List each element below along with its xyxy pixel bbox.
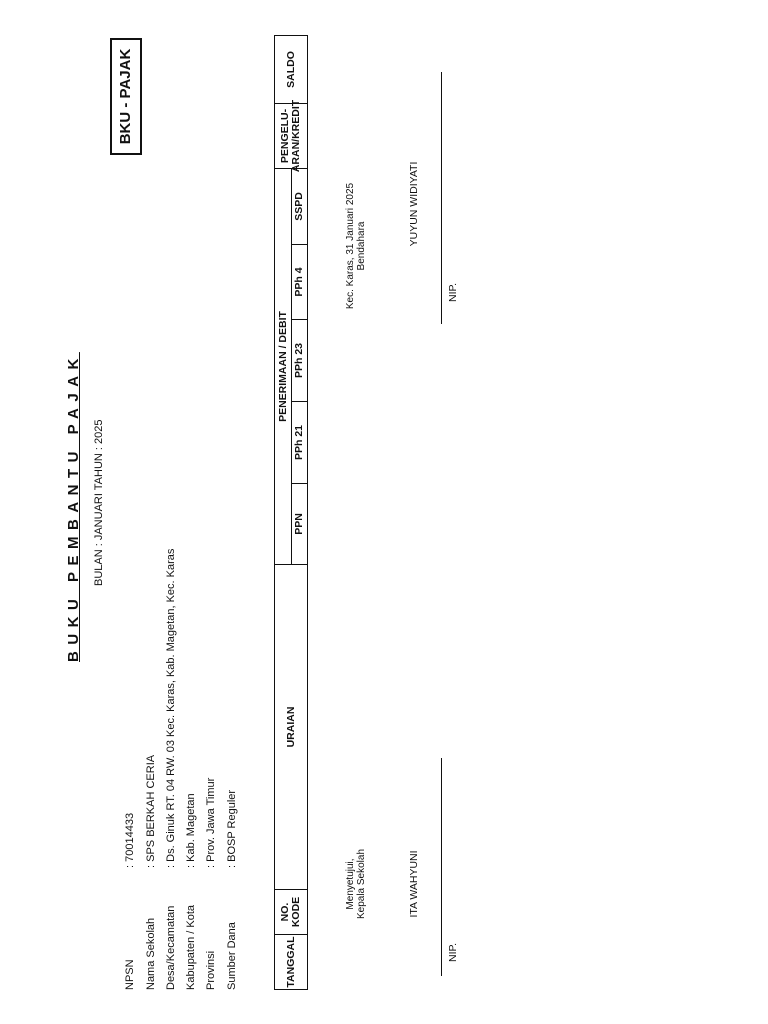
signature-treasurer: [345, 116, 367, 376]
signature-principal-line: [441, 758, 442, 976]
signature-principal-line2: Kepala Sekolah: [356, 848, 367, 920]
info-row-regency: [185, 90, 199, 990]
info-value: : Kab. Magetan: [185, 793, 197, 868]
header-pph21: PPh 21: [291, 401, 308, 484]
header-ppn: PPN: [291, 483, 308, 565]
signature-treasurer-nip: NIP.: [447, 282, 459, 302]
info-row-npsn: [124, 90, 138, 990]
info-label: Kabupaten / Kota: [185, 904, 197, 990]
header-pengeluaran: [274, 99, 308, 173]
header-penerimaan: PENERIMAAN / DEBIT: [274, 168, 292, 565]
signature-principal: [345, 784, 367, 984]
info-value: : SPS BERKAH CERIA: [145, 754, 157, 868]
info-row-province: [205, 90, 219, 990]
info-row-fund-source: [226, 90, 240, 990]
info-value: : BOSP Reguler: [226, 789, 238, 868]
header-saldo: SALDO: [274, 35, 308, 104]
header-pengeluaran-line2: ARAN/KREDIT: [290, 99, 302, 173]
signature-principal-nip: NIP.: [447, 942, 459, 962]
signature-treasurer-name: YUYUN WIDIYATI: [408, 161, 420, 247]
header-sspd: SSPD: [291, 168, 308, 245]
header-pph23: PPh 23: [291, 319, 308, 402]
document-title: BUKU PEMBANTU PAJAK: [65, 352, 82, 662]
info-label: Nama Sekolah: [145, 917, 157, 990]
info-label: Provinsi: [205, 950, 217, 990]
signature-treasurer-line1: Kec. Karas, 31 Januari 2025: [345, 182, 356, 310]
document-badge: BKU - PAJAK: [110, 38, 142, 155]
signature-treasurer-line: [441, 72, 442, 324]
info-label: NPSN: [124, 959, 136, 990]
signature-principal-name: ITA WAHYUNI: [408, 850, 420, 918]
header-uraian: URAIAN: [274, 564, 308, 890]
document-period: BULAN : JANUARI TAHUN : 2025: [93, 419, 105, 586]
info-row-village: [165, 90, 179, 990]
info-value: : Ds. Ginuk RT. 04 RW. 03 Kec. Karas, Kab. Magetan, Kec. Karas: [165, 548, 177, 868]
signature-treasurer-line2: Bendahara: [356, 221, 367, 271]
header-pph4: PPh 4: [291, 244, 308, 320]
info-label: Sumber Dana: [226, 922, 238, 990]
header-no-kode: NO. KODE: [274, 889, 308, 935]
tax-ledger-table: [274, 35, 308, 990]
header-tanggal: TANGGAL: [274, 934, 308, 990]
info-value: : Prov. Jawa Timur: [205, 777, 217, 868]
signature-principal-line1: Menyetujui,: [345, 858, 356, 910]
info-label: Desa/Kecamatan: [165, 905, 177, 990]
info-row-school-name: [145, 90, 159, 990]
info-value: : 70014433: [124, 812, 136, 868]
header-pengeluaran-line1: PENGELU-: [279, 108, 291, 164]
